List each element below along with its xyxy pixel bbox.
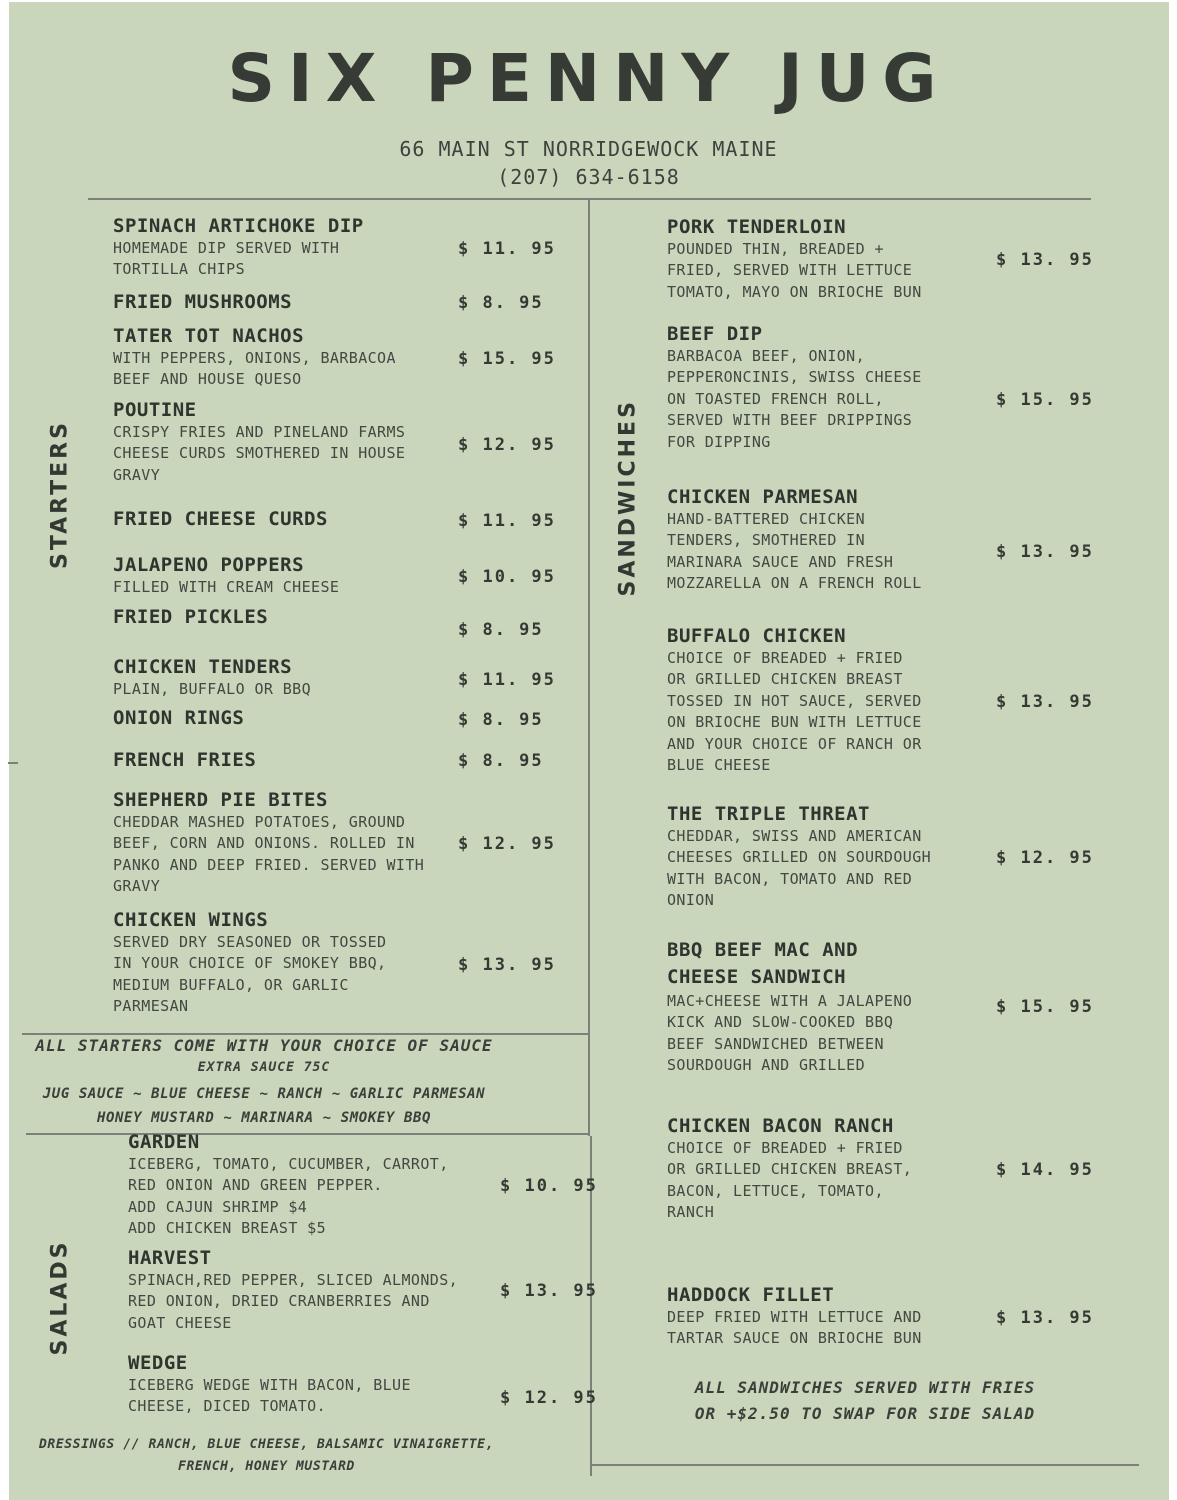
item-description: SOURDOUGH AND GRILLED: [667, 1056, 866, 1075]
item-price: $ 14. 95: [996, 1160, 1094, 1180]
item-description: AND YOUR CHOICE OF RANCH OR: [667, 734, 922, 753]
item-name: CHICKEN PARMESAN: [667, 486, 859, 508]
menu-item: [667, 485, 922, 595]
section-label-starters: STARTERS: [47, 420, 73, 569]
item-description: BEEF SANDWICHED BETWEEN: [667, 1034, 884, 1053]
item-description: BLUE CHEESE: [667, 756, 771, 775]
item-price: $ 12. 95: [500, 1388, 598, 1408]
item-name: CHEESE SANDWICH: [667, 966, 847, 988]
sandwich-note-1: ALL SANDWICHES SERVED WITH FRIES: [694, 1378, 1036, 1397]
menu-item: [113, 748, 256, 772]
item-description: WITH PEPPERS, ONIONS, BARBACOA: [113, 349, 396, 367]
menu-item: [113, 788, 424, 898]
item-description: BARBACOA BEEF, ONION,: [667, 347, 866, 365]
menu-item: [113, 214, 364, 281]
item-price: $ 13. 95: [996, 692, 1094, 712]
item-description: SPINACH,RED PEPPER, SLICED ALMONDS,: [128, 1271, 459, 1289]
menu-item: [667, 215, 922, 303]
item-description: BEEF, CORN AND ONIONS. ROLLED IN: [113, 834, 415, 853]
item-description: ICEBERG WEDGE WITH BACON, BLUE: [128, 1376, 411, 1394]
sandwiches-bottom-rule: [592, 1464, 1139, 1466]
item-price: $ 13. 95: [500, 1281, 598, 1301]
section-label-sandwiches: SANDWICHES: [615, 399, 641, 597]
item-price: $ 12. 95: [458, 834, 556, 854]
starters-bottom-rule: [22, 1033, 589, 1035]
item-description: HOMEMADE DIP SERVED WITH: [113, 239, 340, 257]
item-price: $ 13. 95: [996, 250, 1094, 270]
item-description: CHEDDAR MASHED POTATOES, GROUND: [113, 813, 406, 831]
item-description: ICEBERG, TOMATO, CUCUMBER, CARROT,: [128, 1155, 449, 1173]
menu-item: [128, 1130, 449, 1240]
item-price: $ 10. 95: [458, 567, 556, 587]
item-price: $ 8. 95: [458, 293, 544, 313]
item-description: FRIED, SERVED WITH LETTUCE: [667, 261, 913, 280]
item-description: TARTAR SAUCE ON BRIOCHE BUN: [667, 1329, 922, 1348]
item-description: ONION: [667, 891, 715, 910]
item-description: BEEF AND HOUSE QUESO: [113, 370, 302, 389]
menu-item: [113, 655, 311, 700]
item-description: MAC+CHEESE WITH A JALAPENO: [667, 992, 913, 1010]
menu-item: [113, 553, 339, 598]
item-description: CHEESE, DICED TOMATO.: [128, 1397, 327, 1416]
item-name: GARDEN: [128, 1131, 200, 1153]
restaurant-phone: (207) 634-6158: [497, 165, 680, 189]
menu-item: [667, 1283, 922, 1350]
item-price: $ 11. 95: [458, 511, 556, 531]
item-name: ONION RINGS: [113, 707, 245, 729]
item-description: DEEP FRIED WITH LETTUCE AND: [667, 1308, 922, 1326]
item-description: PARMESAN: [113, 997, 189, 1016]
item-price: $ 13. 95: [996, 542, 1094, 562]
item-name: POUTINE: [113, 399, 197, 421]
menu-item: [113, 398, 405, 486]
item-description: HAND-BATTERED CHICKEN: [667, 510, 866, 528]
item-price: $ 11. 95: [458, 670, 556, 690]
sandwich-note-2: OR +$2.50 TO SWAP FOR SIDE SALAD: [694, 1404, 1036, 1423]
item-description: ADD CAJUN SHRIMP $4: [128, 1197, 308, 1216]
item-description: PANKO AND DEEP FRIED. SERVED WITH: [113, 855, 425, 874]
item-price: $ 8. 95: [458, 710, 544, 730]
item-description: CHEESE CURDS SMOTHERED IN HOUSE: [113, 444, 406, 463]
item-description: TOMATO, MAYO ON BRIOCHE BUN: [667, 282, 922, 301]
item-name: HADDOCK FILLET: [667, 1284, 835, 1306]
item-description: CHOICE OF BREADED + FRIED: [667, 1139, 903, 1157]
item-description: ON BRIOCHE BUN WITH LETTUCE: [667, 713, 922, 732]
menu-item: [667, 937, 912, 1077]
menu-item: [128, 1351, 411, 1418]
item-name: FRIED MUSHROOMS: [113, 291, 293, 313]
item-description: FILLED WITH CREAM CHEESE: [113, 578, 340, 596]
item-price: $ 11. 95: [458, 239, 556, 259]
item-price: $ 12. 95: [458, 435, 556, 455]
dressing-note-1: DRESSINGS // RANCH, BLUE CHEESE, BALSAMIC VINAIGRETTE,: [38, 1437, 495, 1452]
item-description: SERVED WITH BEEF DRIPPINGS: [667, 411, 913, 430]
item-price: $ 15. 95: [996, 997, 1094, 1017]
menu-item: [667, 322, 922, 453]
item-name: SHEPHERD PIE BITES: [113, 789, 328, 811]
item-description: CRISPY FRIES AND PINELAND FARMS: [113, 423, 406, 441]
item-price: $ 12. 95: [996, 848, 1094, 868]
item-description: CHEDDAR, SWISS AND AMERICAN: [667, 827, 922, 845]
menu-item: [128, 1246, 458, 1334]
item-description: PLAIN, BUFFALO OR BBQ: [113, 680, 312, 698]
item-price: $ 13. 95: [996, 1308, 1094, 1328]
sauce-note-extra: EXTRA SAUCE 75C: [197, 1060, 331, 1075]
item-description: GRAVY: [113, 465, 161, 484]
item-description: CHEESES GRILLED ON SOURDOUGH: [667, 848, 932, 867]
item-price: $ 8. 95: [458, 620, 544, 640]
item-description: POUNDED THIN, BREADED +: [667, 240, 884, 258]
item-name: WEDGE: [128, 1352, 188, 1374]
item-name: CHICKEN WINGS: [113, 909, 269, 931]
sauce-note-heading: ALL STARTERS COME WITH YOUR CHOICE OF SAUCE: [35, 1036, 493, 1055]
menu-item: [113, 290, 292, 314]
item-name: BBQ BEEF MAC AND: [667, 939, 859, 961]
item-description: SERVED DRY SEASONED OR TOSSED: [113, 933, 387, 951]
item-price: $ 10. 95: [500, 1176, 598, 1196]
item-name: CHICKEN BACON RANCH: [667, 1115, 894, 1137]
item-description: FOR DIPPING: [667, 432, 771, 451]
restaurant-address: 66 MAIN ST NORRIDGEWOCK MAINE: [399, 137, 778, 161]
sauce-list-2: HONEY MUSTARD ~ MARINARA ~ SMOKEY BBQ: [96, 1110, 432, 1126]
item-name: HARVEST: [128, 1247, 212, 1269]
item-description: MEDIUM BUFFALO, OR GARLIC: [113, 975, 349, 994]
item-description: CHOICE OF BREADED + FRIED: [667, 649, 903, 667]
menu-item: [113, 324, 396, 391]
item-name: FRENCH FRIES: [113, 749, 257, 771]
item-name: BEEF DIP: [667, 323, 763, 345]
restaurant-name: SIX PENNY JUG: [227, 40, 950, 117]
item-description: TORTILLA CHIPS: [113, 260, 246, 279]
item-name: JALAPENO POPPERS: [113, 554, 305, 576]
item-price: $ 15. 95: [996, 390, 1094, 410]
menu-item: [113, 507, 328, 531]
menu-item: [113, 908, 387, 1018]
item-name: TATER TOT NACHOS: [113, 325, 305, 347]
item-name: THE TRIPLE THREAT: [667, 803, 870, 825]
item-description: ON TOASTED FRENCH ROLL,: [667, 389, 884, 408]
menu-item: [667, 802, 931, 912]
item-description: RED ONION, DRIED CRANBERRIES AND: [128, 1292, 430, 1311]
item-description: PEPPERONCINIS, SWISS CHEESE: [667, 368, 922, 387]
menu-item: [667, 1114, 912, 1224]
menu-item: [113, 706, 244, 730]
item-description: TENDERS, SMOTHERED IN: [667, 531, 866, 550]
item-description: MARINARA SAUCE AND FRESH: [667, 552, 894, 571]
item-name: FRIED CHEESE CURDS: [113, 508, 328, 530]
item-name: FRIED PICKLES: [113, 606, 269, 628]
item-description: GOAT CHEESE: [128, 1313, 232, 1332]
dressing-note-2: FRENCH, HONEY MUSTARD: [178, 1459, 355, 1474]
margin-tick: [8, 762, 18, 764]
menu-item: [113, 605, 268, 629]
item-description: ADD CHICKEN BREAST $5: [128, 1219, 327, 1238]
item-name: SPINACH ARTICHOKE DIP: [113, 215, 364, 237]
item-price: $ 8. 95: [458, 751, 544, 771]
item-description: GRAVY: [113, 877, 161, 896]
item-description: BACON, LETTUCE, TOMATO,: [667, 1181, 884, 1200]
item-price: $ 15. 95: [458, 349, 556, 369]
item-price: $ 13. 95: [458, 955, 556, 975]
item-description: MOZZARELLA ON A FRENCH ROLL: [667, 574, 922, 593]
item-name: PORK TENDERLOIN: [667, 216, 847, 238]
column-divider-upper: [588, 200, 590, 1136]
item-description: WITH BACON, TOMATO AND RED: [667, 869, 913, 888]
sauce-list-1: JUG SAUCE ~ BLUE CHEESE ~ RANCH ~ GARLIC PARMESAN: [42, 1086, 486, 1102]
item-description: OR GRILLED CHICKEN BREAST,: [667, 1160, 913, 1179]
item-description: RED ONION AND GREEN PEPPER.: [128, 1176, 383, 1195]
item-description: RANCH: [667, 1203, 715, 1222]
item-name: BUFFALO CHICKEN: [667, 625, 847, 647]
item-description: IN YOUR CHOICE OF SMOKEY BBQ,: [113, 954, 387, 973]
item-description: OR GRILLED CHICKEN BREAST: [667, 670, 903, 689]
item-name: CHICKEN TENDERS: [113, 656, 293, 678]
section-label-salads: SALADS: [47, 1239, 73, 1356]
menu-item: [667, 624, 922, 776]
item-description: KICK AND SLOW-COOKED BBQ: [667, 1013, 894, 1032]
item-description: TOSSED IN HOT SAUCE, SERVED: [667, 691, 922, 710]
